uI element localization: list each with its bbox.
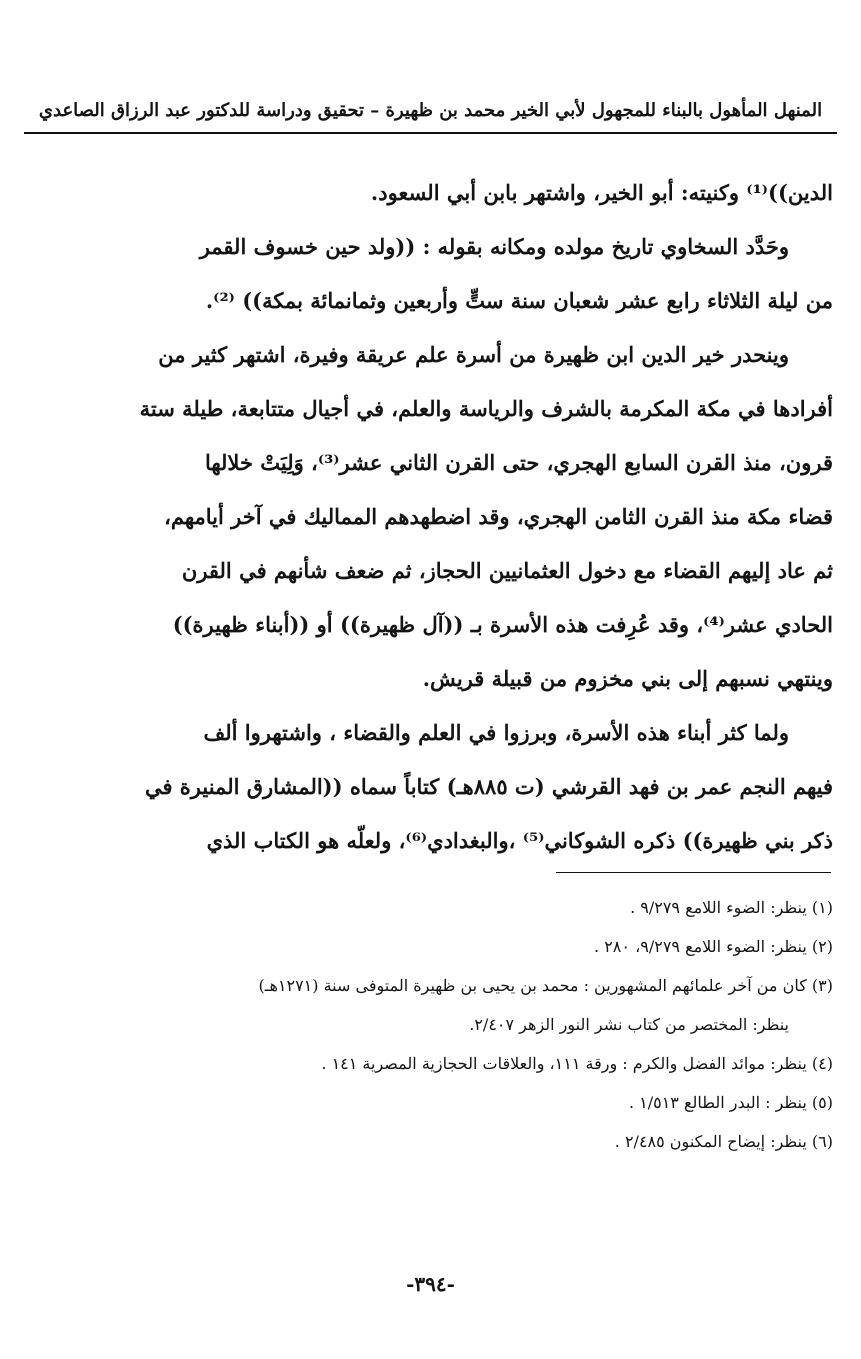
text-line: وينحدر خير الدين ابن ظهيرة من أسرة علم عريقة وفيرة، اشتهر كثير من <box>158 342 789 367</box>
text-line: أفرادها في مكة المكرمة بالشرف والرياسة والعلم، في أجيال متتابعة، طيلة ستة <box>139 396 833 421</box>
text-line: وينتهي نسبهم إلى بني مخزوم من قبيلة قريش. <box>422 666 833 691</box>
running-header: المنهل المأهول بالبناء للمجهول لأبي الخير محمد بن ظهيرة – تحقيق ودراسة للدكتور عبد الرزاق الصاعدي <box>38 100 823 121</box>
footnotes <box>28 888 833 1161</box>
footnote: (٣) كان من آخر علمائهم المشهورين : محمد بن يحيى بن ظهيرة المتوفى سنة (١٢٧١هـ) <box>258 976 833 995</box>
text-line: الحادي عشر⁽⁴⁾، وقد عُرِفت هذه الأسرة بـ ((آل ظهيرة)) أو ((أبناء ظهيرة)) <box>172 612 833 637</box>
text-line: ثم عاد إليهم القضاء مع دخول العثمانيين الحجاز، ثم ضعف شأنهم في القرن <box>181 558 833 583</box>
text-line: وحَدَّد السخاوي تاريخ مولده ومكانه بقوله : ((ولد حين خسوف القمر <box>199 234 789 259</box>
text-line: قرون، منذ القرن السابع الهجري، حتى القرن الثاني عشر⁽³⁾، وَلِيَتْ خلالها <box>204 450 833 475</box>
footnote-rule <box>556 872 831 873</box>
header-rule <box>24 132 837 134</box>
footnote: (٢) ينظر: الضوء اللامع ٩/٢٧٩، ٢٨٠ . <box>594 937 833 956</box>
footnote: (٥) ينظر : البدر الطالع ١/٥١٣ . <box>628 1093 833 1112</box>
page-number: -٣٩٤- <box>406 1272 455 1296</box>
text-line: من ليلة الثلاثاء رابع عشر شعبان سنة ستٍّ وأربعين وثمانمائة بمكة)) ⁽²⁾. <box>205 288 833 313</box>
text-line: الدين))⁽¹⁾ وكنيته: أبو الخير، واشتهر بابن أبي السعود. <box>370 180 833 205</box>
footnote: (٤) ينظر: موائد الفضل والكرم : ورقة ١١١، والعلاقات الحجازية المصرية ١٤١ . <box>321 1054 833 1073</box>
footnote: (١) ينظر: الضوء اللامع ٩/٢٧٩ . <box>630 898 833 917</box>
text-line: قضاء مكة منذ القرن الثامن الهجري، وقد اضطهدهم المماليك في آخر أيامهم، <box>164 504 833 529</box>
text-line: فيهم النجم عمر بن فهد القرشي (ت ٨٨٥هـ) كتاباً سماه ((المشارق المنيرة في <box>144 774 833 799</box>
main-text <box>28 166 833 868</box>
text-line: ذكر بني ظهيرة)) ذكره الشوكاني⁽⁵⁾ ،والبغدادي⁽⁶⁾، ولعلّه هو الكتاب الذي <box>206 828 833 853</box>
footnote: (٦) ينظر: إيضاح المكنون ٢/٤٨٥ . <box>614 1132 833 1151</box>
text-line: ولما كثر أبناء هذه الأسرة، وبرزوا في العلم والقضاء ، واشتهروا ألف <box>203 720 789 745</box>
footnote-continuation: ينظر: المختصر من كتاب نشر النور الزهر ٢/٤٠٧. <box>469 1015 789 1034</box>
